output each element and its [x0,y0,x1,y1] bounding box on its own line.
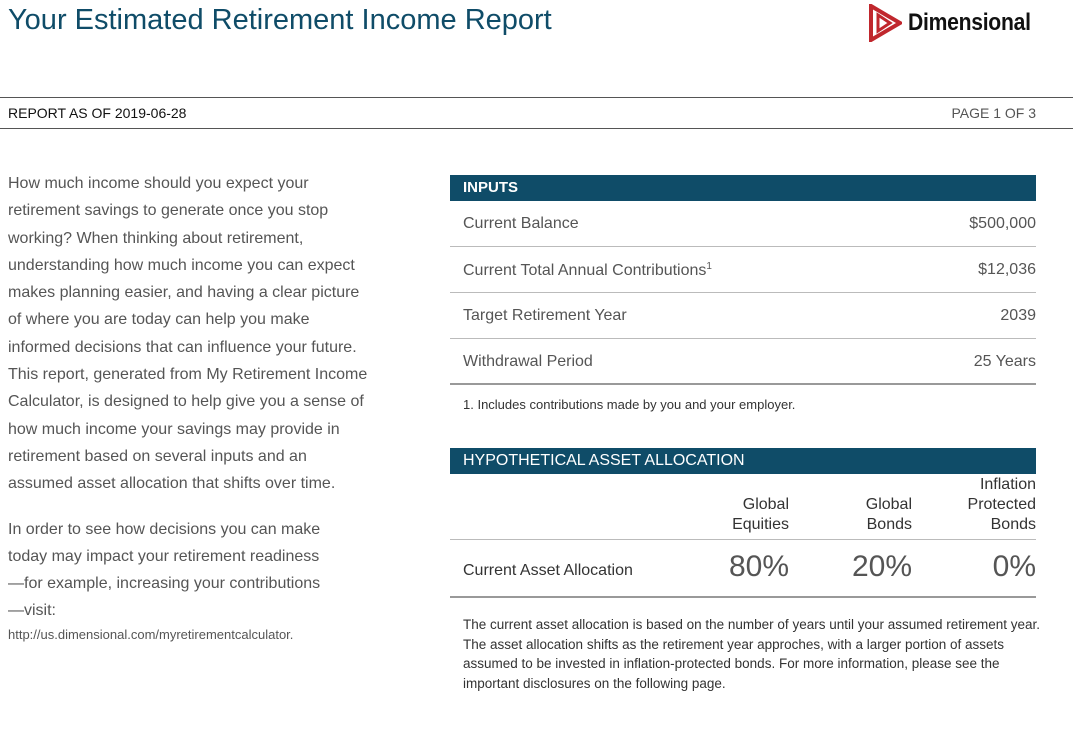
dimensional-logo-icon [868,4,902,42]
page-title: Your Estimated Retirement Income Report [8,4,552,36]
input-value: 25 Years [973,353,1036,370]
input-row-target-year [450,293,1036,339]
intro-paragraph: How much income should you expect your retirement savings to generate once you stop working? When thinking about retirement, understanding how much income you can expect makes planning easier, and having a clear picture of where you are today can help you make informed decisions that can influence your future. This report, generated from My Retirement Income Calculator, is designed to help give you a sense of how much income your savings may provide in retirement based on several inputs and an assumed asset allocation that shifts over time. [8,175,368,493]
allocation-note: The current asset allocation is based on the number of years until your assumed retirement year. The asset allocation shifts as the retirement year approches, with a larger portion of assets assumed to be invested in inflation-protected bonds. For more information, please see the important disclosures on the following page. [463,617,1041,691]
column-header-inflation-protected-bonds: Inflation Protected Bonds [967,476,1036,533]
input-row-annual-contributions [450,247,1036,293]
allocation-row [450,540,1036,598]
allocation-value-inflation-protected-bonds: 0% [992,550,1036,583]
allocation-value-global-equities: 80% [728,550,789,583]
page-number: PAGE 1 OF 3 [951,105,1036,121]
report-bar [0,97,1073,129]
footnote-marker: 1 [706,261,712,272]
allocation-header: HYPOTHETICAL ASSET ALLOCATION [450,448,1036,474]
input-row-withdrawal-period [450,339,1036,385]
allocation-column-headers [450,474,1036,540]
logo-text: Dimensional [908,9,1031,36]
input-label: Current Total Annual Contributions$^1$ [463,261,712,279]
intro-paragraph-2: In order to see how decisions you can make today may impact your retirement readiness—for example, increasing your contributions—visit: [8,520,321,620]
input-value: $12,036 [978,261,1036,278]
intro-column [8,170,368,642]
input-label: Target Retirement Year [463,307,627,324]
report-date: REPORT AS OF 2019-06-28 [8,105,187,121]
input-label: Current Balance [463,215,579,232]
dimensional-logo [868,4,1047,42]
report-tables [450,175,1041,693]
allocation-row-label: Current Asset Allocation [463,562,633,579]
column-header-global-equities: Global Equities [732,496,789,533]
inputs-footnote: 1. Includes contributions made by you and your employer. [463,397,796,412]
input-row-current-balance [450,201,1036,247]
input-value: 2039 [1000,307,1036,324]
inputs-header: INPUTS [450,175,1036,201]
allocation-value-global-bonds: 20% [851,550,912,583]
allocation-section [450,448,1041,693]
column-header-global-bonds: Global Bonds [865,496,912,533]
input-label: Withdrawal Period [463,353,593,370]
calculator-link[interactable]: http://us.dimensional.com/myretirementcalculator. [8,626,294,642]
input-value: $500,000 [969,215,1036,232]
